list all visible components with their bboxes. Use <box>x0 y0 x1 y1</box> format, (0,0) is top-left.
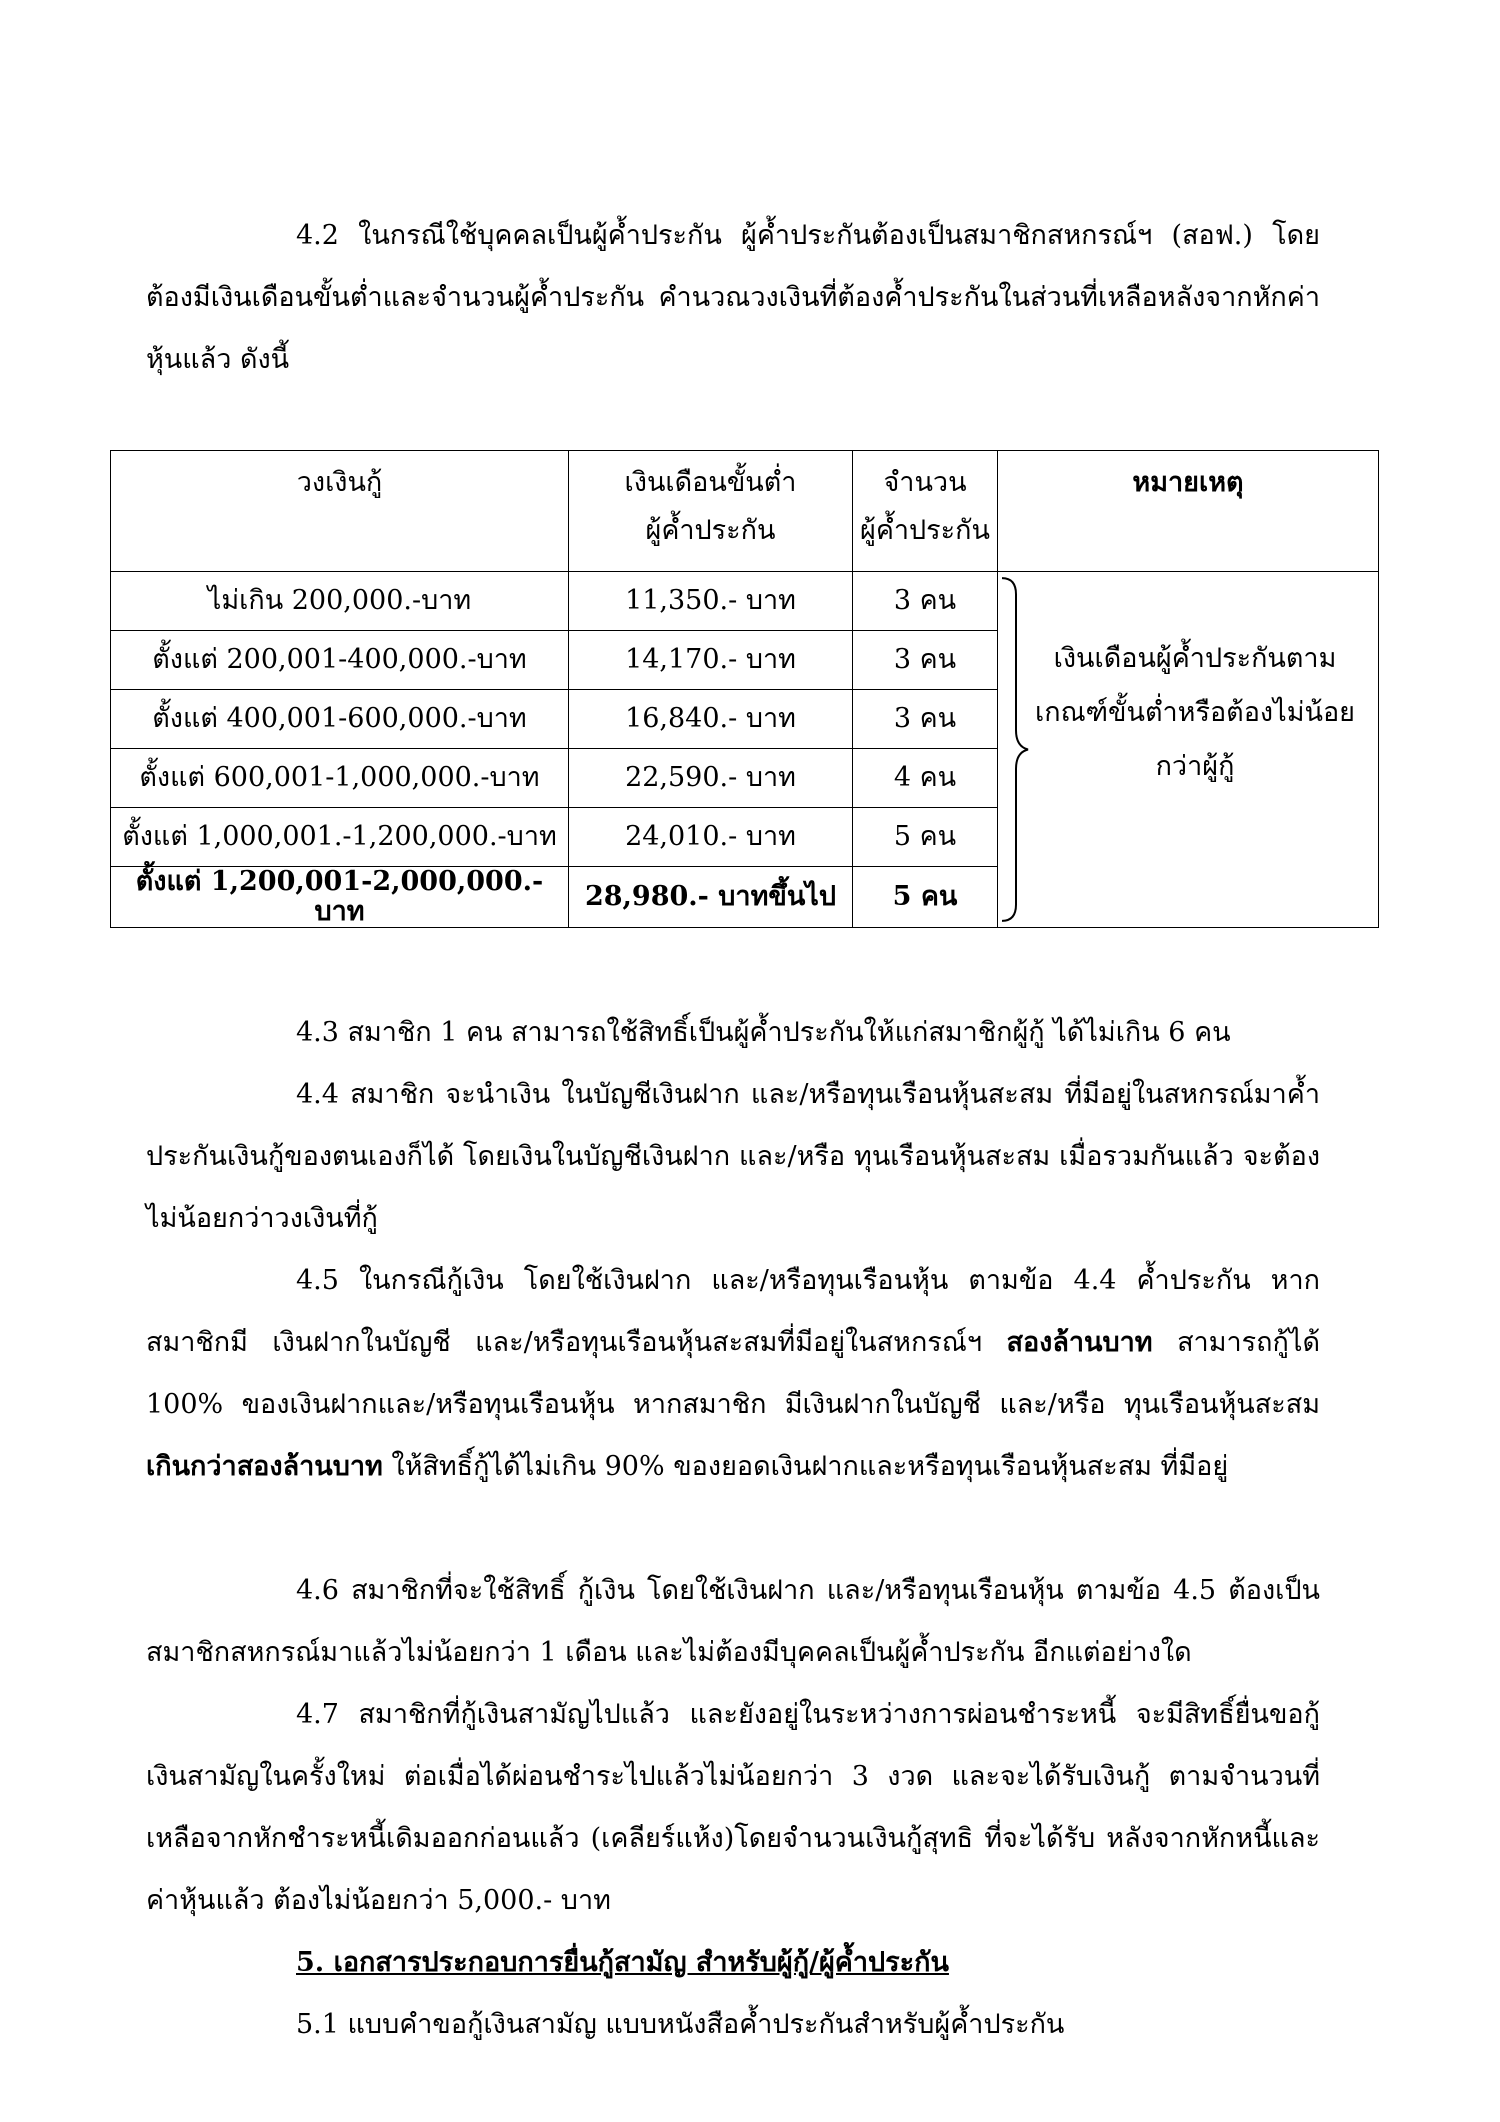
guarantor-count-cell: 3 คน <box>853 690 998 749</box>
remark-note: เงินเดือนผู้ค้ำประกันตามเกณฑ์ขั้นต่ำหรือต้องไม่น้อยกว่าผู้กู้ <box>1035 643 1355 782</box>
loan-amount-cell: ตั้งแต่ 200,001-400,000.-บาท <box>111 631 569 690</box>
loan-amount-cell: ตั้งแต่ 1,000,001.-1,200,000.-บาท <box>111 808 569 867</box>
header-min-salary: เงินเดือนขั้นต่ำ ผู้ค้ำประกัน <box>569 451 853 572</box>
paragraph-4-3: 4.3 สมาชิก 1 คน สามารถใช้สิทธิ์เป็นผู้ค้ำประกันให้แก่สมาชิกผู้กู้ ได้ไม่เกิน 6 คน <box>296 1017 1231 1048</box>
min-salary-cell: 28,980.- บาทขึ้นไป <box>569 867 853 928</box>
min-salary-cell: 14,170.- บาท <box>569 631 853 690</box>
min-salary-cell: 24,010.- บาท <box>569 808 853 867</box>
loan-amount-cell: ตั้งแต่ 400,001-600,000.-บาท <box>111 690 569 749</box>
table-header-row <box>111 451 1379 572</box>
bold-amount-two-million: สองล้านบาท <box>1006 1327 1153 1358</box>
min-salary-cell: 22,590.- บาท <box>569 749 853 808</box>
guarantor-count-cell: 3 คน <box>853 631 998 690</box>
bold-amount-over-two-million: เกินกว่าสองล้านบาท <box>146 1451 383 1482</box>
header-loan-amount: วงเงินกู้ <box>111 451 569 572</box>
paragraph-4-5: 4.5 ในกรณีกู้เงิน โดยใช้เงินฝาก และ/หรือทุนเรือนหุ้น ตามข้อ 4.4 ค้ำประกัน หากสมาชิกมี เงินฝากในบัญชี และ/หรือทุนเรือนหุ้นสะสมที่มีอยู่ในสหกรณ์ฯ สองล้านบาท สามารถกู้ได้ 100% ของเงินฝากและ/หรือทุนเรือนหุ้น หากสมาชิก มีเงินฝากในบัญชี และ/หรือ ทุนเรือนหุ้นสะสม เกินกว่าสองล้านบาท ให้สิทธิ์กู้ได้ไม่เกิน 90% ของยอดเงินฝากและหรือทุนเรือนหุ้นสะสม ที่มีอยู่ <box>146 1265 1320 1482</box>
guarantor-count-cell: 5 คน <box>853 808 998 867</box>
paragraph-4-6: 4.6 สมาชิกที่จะใช้สิทธิ์ กู้เงิน โดยใช้เงินฝาก และ/หรือทุนเรือนหุ้น ตามข้อ 4.5 ต้องเป็นสมาชิกสหกรณ์มาแล้วไม่น้อยกว่า 1 เดือน และไม่ต้องมีบุคคลเป็นผู้ค้ำประกัน อีกแต่อย่างใด <box>146 1575 1320 1668</box>
guarantor-count-cell: 4 คน <box>853 749 998 808</box>
header-guarantor-count: จำนวน ผู้ค้ำประกัน <box>853 451 998 572</box>
min-salary-cell: 11,350.- บาท <box>569 572 853 631</box>
header-remark: หมายเหตุ <box>998 451 1379 572</box>
paragraph-4-4: 4.4 สมาชิก จะนำเงิน ในบัญชีเงินฝาก และ/หรือทุนเรือนหุ้นสะสม ที่มีอยู่ในสหกรณ์มาค้ำประกันเงินกู้ของตนเองก็ได้ โดยเงินในบัญชีเงินฝาก และ/หรือ ทุนเรือนหุ้นสะสม เมื่อรวมกันแล้ว จะต้องไม่น้อยกว่าวงเงินที่กู้ <box>146 1079 1320 1234</box>
guarantor-count-cell: 3 คน <box>853 572 998 631</box>
paragraph-4-7: 4.7 สมาชิกที่กู้เงินสามัญไปแล้ว และยังอยู่ในระหว่างการผ่อนชำระหนี้ จะมีสิทธิ์ยื่นขอกู้เงินสามัญในครั้งใหม่ ต่อเมื่อได้ผ่อนชำระไปแล้วไม่น้อยกว่า 3 งวด และจะได้รับเงินกู้ ตามจำนวนที่เหลือจากหักชำระหนี้เดิมออกก่อนแล้ว (เคลียร์แห้ง)โดยจำนวนเงินกู้สุทธิ ที่จะได้รับ หลังจากหักหนี้และค่าหุ้นแล้ว ต้องไม่น้อยกว่า 5,000.- บาท <box>146 1699 1320 1916</box>
paragraph-4-2: 4.2 ในกรณีใช้บุคคลเป็นผู้ค้ำประกัน ผู้ค้ำประกันต้องเป็นสมาชิกสหกรณ์ฯ (สอฟ.) โดยต้องมีเงินเดือนขั้นต่ำและจำนวนผู้ค้ำประกัน คำนวณวงเงินที่ต้องค้ำประกันในส่วนที่เหลือหลังจากหักค่าหุ้นแล้ว ดังนี้ <box>146 220 1320 375</box>
section-5-heading: 5. เอกสารประกอบการยื่นกู้สามัญ สำหรับผู้กู้/ผู้ค้ำประกัน <box>296 1947 949 1978</box>
loan-amount-cell: ตั้งแต่ 600,001-1,000,000.-บาท <box>111 749 569 808</box>
guarantor-requirements-table <box>110 450 1379 928</box>
paragraph-5-1: 5.1 แบบคำขอกู้เงินสามัญ แบบหนังสือค้ำประกันสำหรับผู้ค้ำประกัน <box>296 2009 1065 2040</box>
loan-amount-cell: ตั้งแต่ 1,200,001-2,000,000.-บาท <box>111 867 569 928</box>
guarantor-count-cell: 5 คน <box>853 867 998 928</box>
remark-cell <box>998 572 1379 928</box>
loan-amount-cell: ไม่เกิน 200,000.-บาท <box>111 572 569 631</box>
table-row <box>111 572 1379 631</box>
min-salary-cell: 16,840.- บาท <box>569 690 853 749</box>
